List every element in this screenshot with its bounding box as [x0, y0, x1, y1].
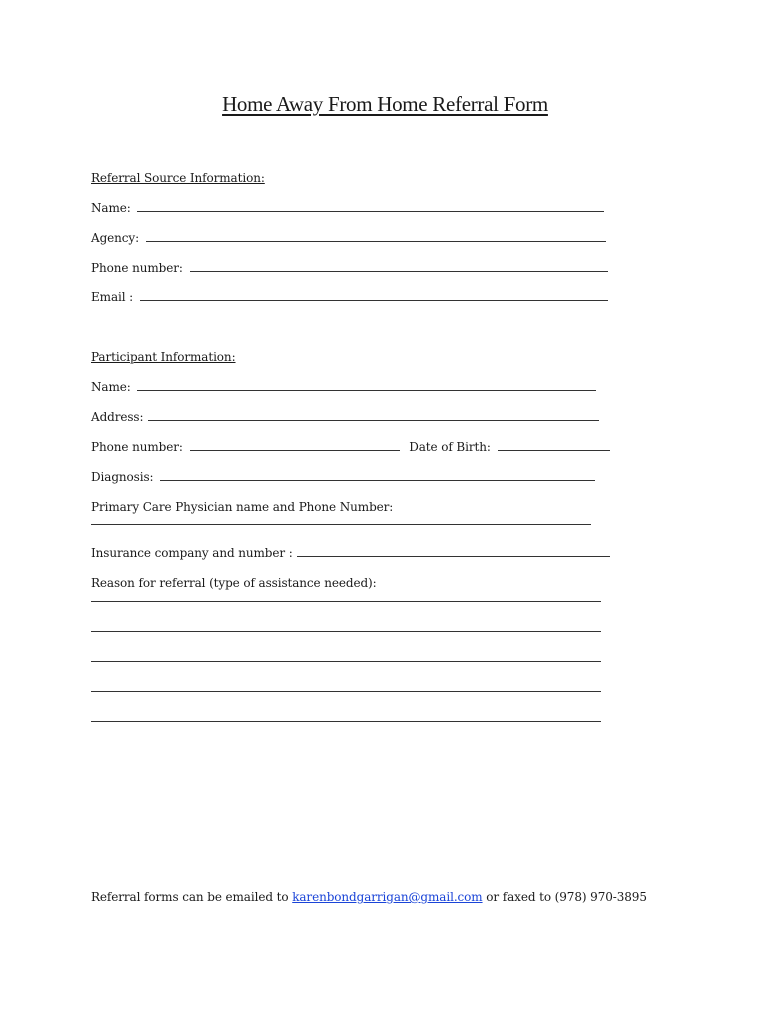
participant-dob-label: Date of Birth:: [409, 440, 491, 454]
reason-line-1[interactable]: [91, 590, 601, 602]
footer-prefix: Referral forms can be emailed to: [91, 890, 289, 904]
participant-name-row: [91, 379, 596, 395]
participant-pcp-label: Primary Care Physician name and Phone Number:: [91, 500, 394, 514]
participant-address-row: [91, 409, 599, 425]
reason-line-2[interactable]: [91, 620, 601, 632]
referral-email-row: [91, 289, 608, 305]
reason-line-4-row: [91, 680, 601, 696]
footer-email-link[interactable]: karenbondgarrigan@gmail.com: [292, 890, 483, 904]
referral-agency-label: Agency:: [91, 231, 140, 245]
participant-reason-label: Reason for referral (type of assistance needed):: [91, 576, 377, 590]
participant-address-label: Address:: [91, 410, 144, 424]
participant-name-field[interactable]: [137, 379, 596, 391]
reason-line-5-row: [91, 710, 601, 726]
participant-insurance-field[interactable]: [297, 545, 610, 557]
reason-line-2-row: [91, 620, 601, 636]
participant-phone-dob-row: [91, 439, 610, 455]
participant-heading: Participant Information:: [91, 350, 236, 364]
participant-diagnosis-row: [91, 469, 595, 485]
participant-pcp-field[interactable]: [91, 513, 591, 525]
participant-phone-field[interactable]: [190, 439, 400, 451]
participant-pcp-row: [91, 513, 591, 529]
participant-dob-field[interactable]: [498, 439, 610, 451]
participant-insurance-row: [91, 545, 610, 561]
participant-name-label: Name:: [91, 380, 131, 394]
referral-name-label: Name:: [91, 201, 131, 215]
participant-diagnosis-label: Diagnosis:: [91, 470, 154, 484]
form-title: Home Away From Home Referral Form: [222, 92, 548, 116]
footer-note: [91, 889, 647, 905]
referral-name-field[interactable]: [137, 200, 604, 212]
participant-phone-label: Phone number:: [91, 440, 183, 454]
referral-phone-field[interactable]: [190, 260, 608, 272]
reason-line-4[interactable]: [91, 680, 601, 692]
reason-line-3-row: [91, 650, 601, 666]
participant-insurance-label: Insurance company and number :: [91, 546, 293, 560]
referral-phone-row: [91, 260, 608, 276]
referral-source-heading: Referral Source Information:: [91, 171, 265, 185]
reason-line-1-row: [91, 590, 601, 606]
referral-agency-field[interactable]: [146, 230, 606, 242]
participant-address-field[interactable]: [148, 409, 599, 421]
referral-phone-label: Phone number:: [91, 261, 183, 275]
referral-agency-row: [91, 230, 606, 246]
reason-line-5[interactable]: [91, 710, 601, 722]
reason-line-3[interactable]: [91, 650, 601, 662]
referral-email-label: Email :: [91, 290, 134, 304]
referral-name-row: [91, 200, 604, 216]
participant-diagnosis-field[interactable]: [160, 469, 595, 481]
footer-suffix: or faxed to (978) 970-3895: [486, 890, 647, 904]
referral-email-field[interactable]: [140, 289, 608, 301]
